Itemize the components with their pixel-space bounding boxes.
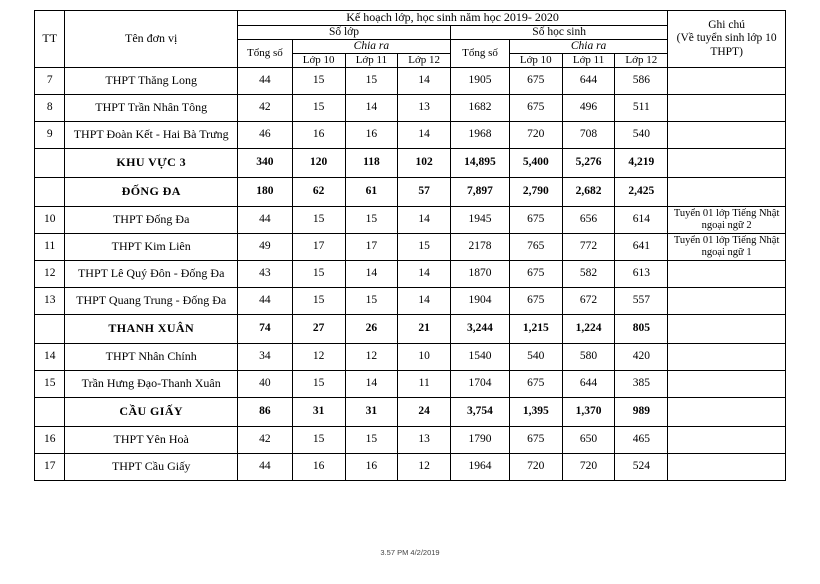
cell-classes-grade12: 14: [398, 206, 451, 233]
cell-classes-grade11: 31: [345, 397, 398, 426]
cell-classes-grade11: 14: [345, 94, 398, 121]
cell-classes-total: 46: [237, 121, 292, 148]
cell-classes-grade11: 15: [345, 426, 398, 453]
cell-classes-grade10: 15: [292, 67, 345, 94]
cell-students-total: 1968: [451, 121, 510, 148]
cell-classes-total: 44: [237, 287, 292, 314]
cell-unit-name: CẦU GIẤY: [65, 397, 238, 426]
cell-note: [668, 260, 786, 287]
cell-unit-name: THPT Thăng Long: [65, 67, 238, 94]
table-row: [35, 67, 786, 94]
cell-students-grade11: 772: [562, 233, 615, 260]
cell-students-grade10: 675: [509, 67, 562, 94]
cell-tt: 17: [35, 453, 65, 480]
cell-classes-total: 180: [237, 177, 292, 206]
cell-classes-grade10: 15: [292, 426, 345, 453]
cell-students-grade10: 675: [509, 94, 562, 121]
cell-classes-grade12: 102: [398, 148, 451, 177]
cell-classes-grade10: 31: [292, 397, 345, 426]
cell-students-total: 1905: [451, 67, 510, 94]
cell-classes-grade12: 13: [398, 426, 451, 453]
cell-classes-total: 40: [237, 370, 292, 397]
table-row: [35, 343, 786, 370]
table-row: [35, 260, 786, 287]
cell-students-grade12: 641: [615, 233, 668, 260]
cell-students-grade11: 644: [562, 370, 615, 397]
header-unit-name: Tên đơn vị: [65, 11, 238, 68]
header-plan-title: Kế hoạch lớp, học sinh năm học 2019- 2020: [237, 11, 667, 26]
cell-tt: 9: [35, 121, 65, 148]
cell-note: [668, 177, 786, 206]
cell-students-grade10: 1,395: [509, 397, 562, 426]
cell-tt: 15: [35, 370, 65, 397]
cell-students-grade11: 2,682: [562, 177, 615, 206]
cell-students-grade11: 582: [562, 260, 615, 287]
cell-students-grade11: 644: [562, 67, 615, 94]
cell-students-grade12: 524: [615, 453, 668, 480]
cell-students-grade11: 656: [562, 206, 615, 233]
cell-students-total: 1682: [451, 94, 510, 121]
cell-tt: [35, 314, 65, 343]
cell-note: [668, 121, 786, 148]
cell-unit-name: Trần Hưng Đạo-Thanh Xuân: [65, 370, 238, 397]
cell-students-grade11: 580: [562, 343, 615, 370]
cell-students-total: 14,895: [451, 148, 510, 177]
cell-students-grade11: 650: [562, 426, 615, 453]
cell-unit-name: KHU VỰC 3: [65, 148, 238, 177]
header-students-total: Tổng số: [451, 40, 510, 68]
cell-tt: [35, 177, 65, 206]
cell-students-total: 3,754: [451, 397, 510, 426]
cell-students-grade10: 675: [509, 260, 562, 287]
cell-unit-name: THPT Nhân Chính: [65, 343, 238, 370]
cell-classes-grade10: 15: [292, 94, 345, 121]
table-row: [35, 370, 786, 397]
cell-students-total: 1790: [451, 426, 510, 453]
cell-classes-grade12: 10: [398, 343, 451, 370]
table-row: [35, 94, 786, 121]
cell-students-grade12: 511: [615, 94, 668, 121]
cell-unit-name: THPT Đoàn Kết - Hai Bà Trưng: [65, 121, 238, 148]
cell-students-grade11: 5,276: [562, 148, 615, 177]
cell-students-total: 1540: [451, 343, 510, 370]
header-note-line1: Ghi chú: [708, 19, 745, 32]
cell-tt: [35, 148, 65, 177]
cell-classes-grade11: 14: [345, 370, 398, 397]
header-students-grade10: Lớp 10: [509, 54, 562, 68]
table-row: [35, 426, 786, 453]
cell-classes-grade11: 16: [345, 121, 398, 148]
header-classes-grade12: Lớp 12: [398, 54, 451, 68]
header-note-line2: (Về tuyển sinh lớp 10 THPT): [676, 32, 777, 58]
page-bottom-edge: [0, 571, 820, 584]
cell-classes-grade10: 27: [292, 314, 345, 343]
cell-classes-total: 43: [237, 260, 292, 287]
cell-classes-grade11: 12: [345, 343, 398, 370]
cell-students-total: 1945: [451, 206, 510, 233]
cell-tt: 13: [35, 287, 65, 314]
cell-classes-total: 86: [237, 397, 292, 426]
cell-students-grade12: 557: [615, 287, 668, 314]
cell-classes-grade12: 12: [398, 453, 451, 480]
cell-note: Tuyển 01 lớp Tiếng Nhật ngoại ngữ 1: [668, 233, 786, 260]
cell-classes-grade11: 118: [345, 148, 398, 177]
cell-classes-total: 49: [237, 233, 292, 260]
cell-tt: 16: [35, 426, 65, 453]
cell-note: [668, 67, 786, 94]
cell-students-grade12: 465: [615, 426, 668, 453]
cell-students-grade11: 672: [562, 287, 615, 314]
cell-classes-grade12: 14: [398, 260, 451, 287]
cell-tt: 8: [35, 94, 65, 121]
cell-students-grade12: 420: [615, 343, 668, 370]
cell-classes-grade12: 14: [398, 67, 451, 94]
cell-classes-total: 44: [237, 67, 292, 94]
cell-classes-grade10: 15: [292, 206, 345, 233]
cell-note: [668, 453, 786, 480]
cell-students-grade12: 385: [615, 370, 668, 397]
table-body: [35, 67, 786, 480]
cell-note: [668, 94, 786, 121]
cell-unit-name: THPT Kim Liên: [65, 233, 238, 260]
header-classes-grade11: Lớp 11: [345, 54, 398, 68]
cell-unit-name: THANH XUÂN: [65, 314, 238, 343]
cell-classes-grade11: 17: [345, 233, 398, 260]
header-note: [668, 11, 786, 68]
cell-classes-total: 42: [237, 426, 292, 453]
cell-note: [668, 287, 786, 314]
table-row: [35, 206, 786, 233]
cell-classes-total: 44: [237, 453, 292, 480]
cell-classes-grade10: 16: [292, 121, 345, 148]
cell-classes-grade11: 16: [345, 453, 398, 480]
cell-classes-total: 42: [237, 94, 292, 121]
cell-tt: 12: [35, 260, 65, 287]
cell-students-grade12: 4,219: [615, 148, 668, 177]
header-students-grade12: Lớp 12: [615, 54, 668, 68]
table-group-row: [35, 148, 786, 177]
cell-classes-total: 74: [237, 314, 292, 343]
cell-unit-name: THPT Quang Trung - Đống Đa: [65, 287, 238, 314]
cell-students-grade12: 586: [615, 67, 668, 94]
cell-students-grade10: 675: [509, 206, 562, 233]
cell-tt: 14: [35, 343, 65, 370]
cell-classes-total: 340: [237, 148, 292, 177]
cell-classes-grade12: 14: [398, 287, 451, 314]
cell-students-total: 2178: [451, 233, 510, 260]
cell-classes-grade12: 14: [398, 121, 451, 148]
cell-students-total: 7,897: [451, 177, 510, 206]
cell-students-grade10: 675: [509, 370, 562, 397]
cell-classes-grade10: 17: [292, 233, 345, 260]
cell-students-grade11: 1,370: [562, 397, 615, 426]
cell-unit-name: THPT Trần Nhân Tông: [65, 94, 238, 121]
cell-unit-name: THPT Lê Quý Đôn - Đống Đa: [65, 260, 238, 287]
cell-note: [668, 370, 786, 397]
cell-note: Tuyển 01 lớp Tiếng Nhật ngoại ngữ 2: [668, 206, 786, 233]
header-classes-total: Tổng số: [237, 40, 292, 68]
table-row: [35, 453, 786, 480]
cell-students-grade10: 720: [509, 453, 562, 480]
header-row-1: [35, 11, 786, 26]
cell-classes-grade11: 61: [345, 177, 398, 206]
cell-classes-grade10: 15: [292, 260, 345, 287]
table-header: [35, 11, 786, 68]
cell-students-grade10: 5,400: [509, 148, 562, 177]
header-classes-breakdown: Chia ra: [292, 40, 450, 54]
cell-classes-grade12: 11: [398, 370, 451, 397]
cell-note: [668, 148, 786, 177]
cell-classes-total: 44: [237, 206, 292, 233]
table-group-row: [35, 314, 786, 343]
cell-students-grade10: 2,790: [509, 177, 562, 206]
cell-classes-grade11: 14: [345, 260, 398, 287]
cell-classes-grade11: 15: [345, 287, 398, 314]
cell-classes-grade12: 13: [398, 94, 451, 121]
header-classes-group: Số lớp: [237, 25, 450, 39]
cell-classes-grade12: 57: [398, 177, 451, 206]
cell-students-grade10: 675: [509, 287, 562, 314]
header-tt: TT: [35, 11, 65, 68]
cell-students-total: 1964: [451, 453, 510, 480]
header-classes-grade10: Lớp 10: [292, 54, 345, 68]
table-group-row: [35, 177, 786, 206]
enrollment-plan-table: [34, 10, 786, 481]
cell-tt: 10: [35, 206, 65, 233]
cell-classes-grade10: 15: [292, 370, 345, 397]
cell-classes-grade11: 15: [345, 206, 398, 233]
cell-students-grade10: 720: [509, 121, 562, 148]
table-group-row: [35, 397, 786, 426]
cell-students-grade11: 720: [562, 453, 615, 480]
cell-students-grade10: 540: [509, 343, 562, 370]
cell-students-total: 1704: [451, 370, 510, 397]
cell-students-grade12: 989: [615, 397, 668, 426]
cell-classes-grade10: 16: [292, 453, 345, 480]
cell-classes-total: 34: [237, 343, 292, 370]
cell-tt: [35, 397, 65, 426]
cell-classes-grade11: 26: [345, 314, 398, 343]
cell-students-grade12: 540: [615, 121, 668, 148]
cell-classes-grade10: 62: [292, 177, 345, 206]
cell-students-grade12: 2,425: [615, 177, 668, 206]
cell-students-grade11: 1,224: [562, 314, 615, 343]
table-row: [35, 233, 786, 260]
cell-note: [668, 314, 786, 343]
cell-students-grade11: 708: [562, 121, 615, 148]
cell-unit-name: THPT Đống Đa: [65, 206, 238, 233]
header-students-breakdown: Chia ra: [509, 40, 667, 54]
header-students-grade11: Lớp 11: [562, 54, 615, 68]
cell-students-total: 1870: [451, 260, 510, 287]
cell-students-grade12: 614: [615, 206, 668, 233]
cell-unit-name: ĐỐNG ĐA: [65, 177, 238, 206]
cell-classes-grade12: 21: [398, 314, 451, 343]
cell-unit-name: THPT Yên Hoà: [65, 426, 238, 453]
cell-note: [668, 343, 786, 370]
cell-students-grade12: 613: [615, 260, 668, 287]
cell-unit-name: THPT Cầu Giấy: [65, 453, 238, 480]
cell-students-total: 1904: [451, 287, 510, 314]
cell-tt: 7: [35, 67, 65, 94]
cell-students-grade10: 675: [509, 426, 562, 453]
cell-note: [668, 426, 786, 453]
table-row: [35, 287, 786, 314]
cell-students-grade11: 496: [562, 94, 615, 121]
cell-classes-grade10: 120: [292, 148, 345, 177]
cell-students-grade12: 805: [615, 314, 668, 343]
cell-classes-grade12: 24: [398, 397, 451, 426]
cell-classes-grade11: 15: [345, 67, 398, 94]
cell-note: [668, 397, 786, 426]
table-row: [35, 121, 786, 148]
cell-tt: 11: [35, 233, 65, 260]
cell-students-total: 3,244: [451, 314, 510, 343]
cell-classes-grade10: 15: [292, 287, 345, 314]
cell-classes-grade10: 12: [292, 343, 345, 370]
cell-students-grade10: 765: [509, 233, 562, 260]
cell-classes-grade12: 15: [398, 233, 451, 260]
print-timestamp: 3.57 PM 4/2/2019: [380, 548, 440, 557]
cell-students-grade10: 1,215: [509, 314, 562, 343]
header-students-group: Số học sinh: [451, 25, 668, 39]
